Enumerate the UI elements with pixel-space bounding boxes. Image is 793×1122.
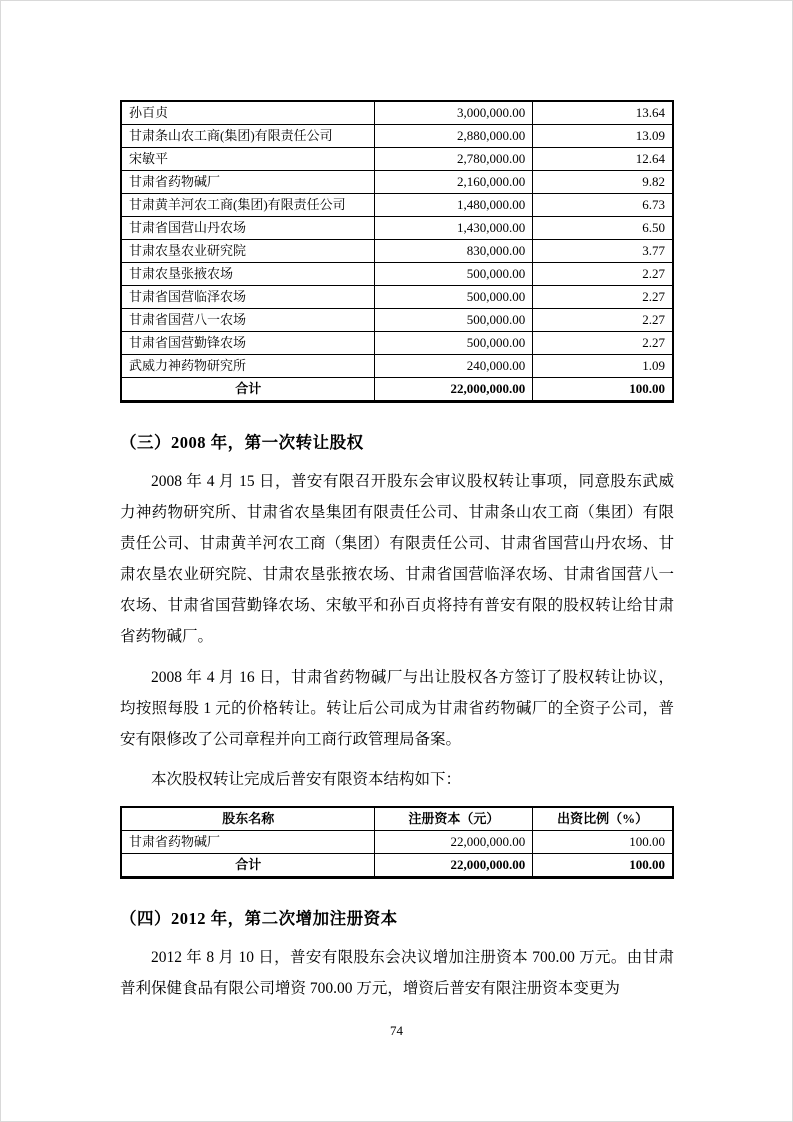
table-row [121,831,673,854]
cell-amount: 500,000.00 [375,309,533,332]
cell-total-amount: 22,000,000.00 [375,378,533,402]
cell-amount: 830,000.00 [375,240,533,263]
cell-shareholder-name: 甘肃省国营山丹农场 [121,217,375,240]
table-row [121,355,673,378]
table-header-row [121,807,673,831]
cell-percent: 12.64 [533,148,673,171]
cell-percent: 9.82 [533,171,673,194]
cell-amount: 500,000.00 [375,263,533,286]
header-contribution-ratio: 出资比例（%） [533,807,673,831]
cell-percent: 13.09 [533,125,673,148]
paragraph-transfer-resolution: 2008 年 4 月 15 日，普安有限召开股东会审议股权转让事项，同意股东武威力神药物研究所、甘肃省农垦集团有限责任公司、甘肃条山农工商（集团）有限责任公司、甘肃黄羊河农工商（集团）有限责任公司、甘肃省国营山丹农场、甘肃农垦农业研究院、甘肃农垦张掖农场、甘肃省国营临泽农场、甘肃省国营八一农场、甘肃省国营勤锋农场、宋敏平和孙百贞将持有普安有限的股权转让给甘肃省药物碱厂。 [120,473,674,645]
cell-amount: 500,000.00 [375,332,533,355]
cell-amount: 1,430,000.00 [375,217,533,240]
page-number: 74 [390,1023,403,1038]
table-row [121,148,673,171]
cell-shareholder-name: 武威力神药物研究所 [121,355,375,378]
paragraph-capital-structure-intro: 本次股权转让完成后普安有限资本结构如下： [151,771,462,788]
table-row [121,263,673,286]
cell-amount: 2,780,000.00 [375,148,533,171]
cell-shareholder-name: 甘肃省药物碱厂 [121,171,375,194]
cell-shareholder-name: 甘肃省国营八一农场 [121,309,375,332]
cell-shareholder-name: 甘肃省药物碱厂 [121,831,375,854]
cell-shareholder-name: 甘肃农垦张掖农场 [121,263,375,286]
cell-percent: 2.27 [533,332,673,355]
table-row [121,240,673,263]
table-total-row [121,854,673,878]
cell-total-amount: 22,000,000.00 [375,854,533,878]
cell-shareholder-name: 甘肃条山农工商(集团)有限责任公司 [121,125,375,148]
capital-structure-table [120,806,674,879]
cell-percent: 6.50 [533,217,673,240]
cell-shareholder-name: 甘肃黄羊河农工商(集团)有限责任公司 [121,194,375,217]
cell-shareholder-name: 甘肃省国营临泽农场 [121,286,375,309]
cell-percent: 2.27 [533,309,673,332]
cell-total-percent: 100.00 [533,854,673,878]
cell-percent: 6.73 [533,194,673,217]
section-heading-first-transfer: （三）2008 年，第一次转让股权 [120,433,364,452]
cell-percent: 1.09 [533,355,673,378]
cell-percent: 2.27 [533,286,673,309]
cell-percent: 100.00 [533,831,673,854]
cell-shareholder-name: 孙百贞 [121,101,375,125]
section-heading-second-capital-increase: （四）2012 年，第二次增加注册资本 [120,909,398,928]
shareholder-table-continued [120,100,674,403]
table-row [121,194,673,217]
cell-shareholder-name: 甘肃省国营勤锋农场 [121,332,375,355]
cell-amount: 500,000.00 [375,286,533,309]
table-row [121,309,673,332]
paragraph-transfer-agreement: 2008 年 4 月 16 日，甘肃省药物碱厂与出让股权各方签订了股权转让协议，均按照每股 1 元的价格转让。转让后公司成为甘肃省药物碱厂的全资子公司，普安有限修改了公司章程并向工商行政管理局备案。 [120,669,674,748]
table-row [121,125,673,148]
cell-amount: 2,160,000.00 [375,171,533,194]
cell-amount: 3,000,000.00 [375,101,533,125]
cell-percent: 3.77 [533,240,673,263]
header-registered-capital: 注册资本（元） [375,807,533,831]
header-shareholder-name: 股东名称 [121,807,375,831]
cell-amount: 2,880,000.00 [375,125,533,148]
cell-shareholder-name: 甘肃农垦农业研究院 [121,240,375,263]
table-row [121,332,673,355]
table-row [121,171,673,194]
cell-total-label: 合计 [121,378,375,402]
cell-shareholder-name: 宋敏平 [121,148,375,171]
table-row [121,217,673,240]
cell-total-label: 合计 [121,854,375,878]
table-row [121,101,673,125]
cell-percent: 2.27 [533,263,673,286]
table-total-row [121,378,673,402]
cell-amount: 22,000,000.00 [375,831,533,854]
cell-total-percent: 100.00 [533,378,673,402]
page-content [120,100,674,1004]
cell-amount: 1,480,000.00 [375,194,533,217]
cell-amount: 240,000.00 [375,355,533,378]
table-row [121,286,673,309]
paragraph-capital-increase: 2012 年 8 月 10 日，普安有限股东会决议增加注册资本 700.00 万元。由甘肃普利保健食品有限公司增资 700.00 万元，增资后普安有限注册资本变更为 [120,949,674,997]
cell-percent: 13.64 [533,101,673,125]
